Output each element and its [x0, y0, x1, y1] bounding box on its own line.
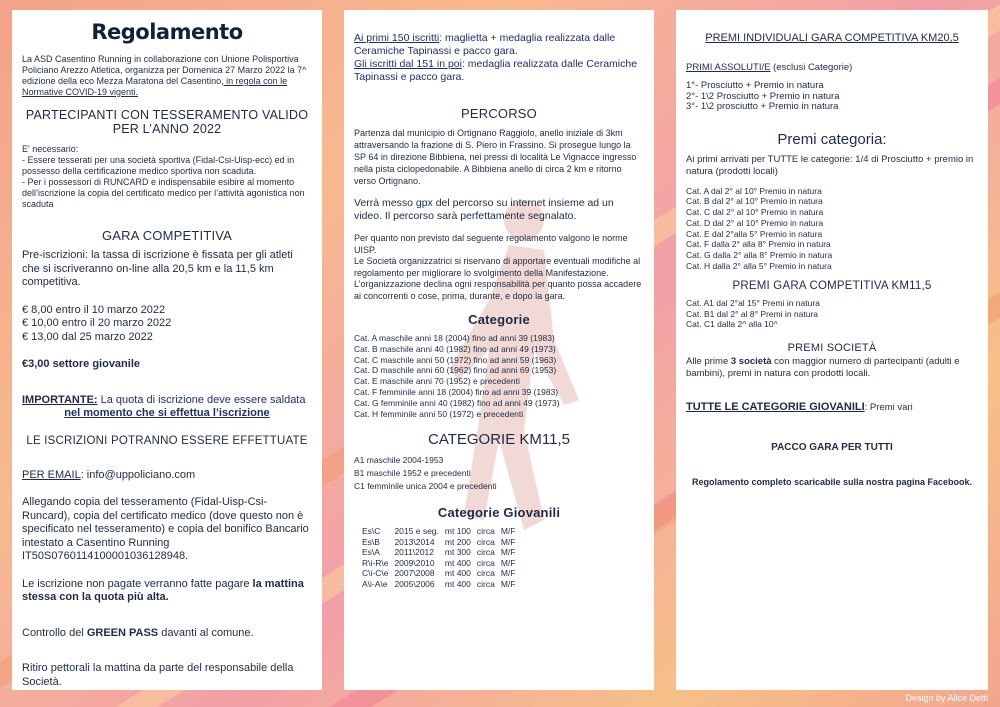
importante-text-b: nel momento che si effettua l’iscrizione — [64, 407, 270, 419]
list-item: Cat. A dal 2° al 10° Premio in natura — [686, 185, 822, 196]
left-panel — [12, 10, 322, 690]
list-item: Cat. G dalla 2° alla 8° Premio in natura — [686, 250, 833, 261]
table-row: C\i-C\e 2007\2008 mt 400 circa M/F — [362, 568, 516, 579]
price-2: € 10,00 entro il 20 marzo 2022 — [22, 317, 172, 329]
list-item: Cat. F dalla 2° alla 8° Premio in natura — [686, 239, 831, 250]
importante-text-a: La quota di iscrizione deve essere saldata — [97, 393, 306, 406]
table-row: Es\A 2011\2012 mt 300 circa M/F — [362, 547, 516, 558]
premi-150-text: : maglietta + medaglia realizzata dalle Ceramiche Tapinassi e pacco gara. — [354, 32, 616, 57]
iscritti-151-text: : medaglia realizzata dalle Ceramiche Tapinassi e pacco gara. — [354, 58, 638, 83]
right-panel — [676, 10, 988, 690]
list-item: Cat. H femminile anni 50 (1972) e precedenti — [354, 408, 524, 419]
percorso-heading: PERCORSO — [460, 106, 537, 121]
premi-societa-b: 3 società — [730, 356, 772, 368]
necessario-label: E' necessario: — [22, 144, 79, 154]
giovanili-premi-line — [686, 401, 978, 414]
email-value[interactable]: : info@uppoliciano.com — [80, 468, 196, 481]
categorie-km11-list — [354, 454, 644, 493]
list-item: Cat. C dal 2° al 10° Premio in natura — [686, 207, 824, 218]
categorie-km11-heading: CATEGORIE KM11,5 — [428, 431, 570, 449]
list-item: Cat. A1 dal 2°al 15° Premi in natura — [686, 297, 820, 308]
list-item: Cat. E dal 2°alla 5° Premio in natura — [686, 228, 823, 239]
premi-categoria-list — [686, 186, 978, 272]
list-item: Cat. B dal 2° al 10° Premio in natura — [686, 196, 823, 207]
list-item: Cat. C maschile anni 50 (1972) fino ad anni 59 (1963) — [354, 354, 557, 365]
list-item: C1 femminile unica 2004 e precedenti — [354, 481, 497, 492]
non-pagate-a: Le iscrizione non pagate verranno fatte pagare — [22, 577, 253, 590]
list-item: Cat. D dal 2° al 10° Premio in natura — [686, 217, 824, 228]
assoluti-note: (esclusi Categorie) — [770, 62, 853, 73]
premi-societa-a: Alle prime — [686, 356, 731, 368]
premi-categoria-intro: Ai primi arrivati per TUTTE le categorie: 1/4 di Prosciutto + premio in natura (prodotti locali) — [686, 153, 974, 177]
list-item: Cat. E maschile anni 70 (1952) e precedenti — [354, 376, 520, 387]
list-item: Cat. G femminile anni 40 (1982) fino ad anni 49 (1973) — [354, 397, 560, 408]
premi-societa-text — [686, 356, 978, 379]
design-credit: Design by Alice Detti — [905, 693, 988, 703]
iscrizioni-heading: LE ISCRIZIONI POTRANNO ESSERE EFFETTUATE — [26, 434, 308, 447]
giovanili-premi-label: TUTTE LE CATEGORIE GIOVANILI — [686, 401, 865, 414]
giovanili-premi-text: : Premi vari — [864, 402, 913, 414]
percorso-text: Partenza dal municipio di Ortignano Raggiolo, anello iniziale di 3km attraversando la frazione di S. Piero in Frassino. Si prosegue lungo la SP 64 in direzione Bibbiena, nei pressi di località Le Vignacce ingresso nella pista ciclopedonabile. A Bibbiena anello di circa 2 km e ritorno verso Ortignano. — [354, 128, 637, 186]
email-label: PER EMAIL — [22, 468, 81, 481]
allegando-text: Allegando copia del tesseramento (Fidal-Uisp-Csi-Runcard), copia del certificato medico (dove questo non è specificato nel tesseramento) e copia del bonifico Bancario intestato a Casentino Running IT50S0760114100001036128948. — [22, 496, 309, 562]
table-row: R\i-R\e 2009\2010 mt 400 circa M/F — [362, 557, 516, 568]
non-pagate-b: la mattina stessa con la quota più alta. — [22, 577, 304, 603]
green-pass-a: Controllo del — [22, 626, 87, 639]
gara-competitiva-heading: GARA COMPETITIVA — [101, 228, 233, 243]
categorie-giovanili-heading: Categorie Giovanili — [437, 505, 561, 521]
table-row: A\i-A\e 2005\2006 mt 400 circa M/F — [362, 578, 516, 589]
list-item: Cat. F femminile anni 18 (2004) fino ad anni 39 (1983) — [354, 386, 559, 397]
premi-societa-c: con maggior numero di partecipanti (adulti e bambini), premi in natura con prodotti locali. — [686, 356, 960, 379]
gpx-text: Verrà messo gpx del percorso su internet insieme ad un video. Il percorso sarà perfettamente segnalato. — [354, 197, 614, 222]
list-item: A1 maschile 2004-1953 — [354, 455, 444, 466]
partecipanti-heading: PARTECIPANTI CON TESSERAMENTO VALIDO PER L’ANNO 2022 — [25, 108, 309, 136]
categorie-heading: Categorie — [468, 312, 530, 327]
list-item: 1°- Prosciutto + Premio in natura — [686, 80, 824, 91]
green-pass-label: GREEN PASS — [86, 626, 159, 639]
intro-text-a: La ASD Casentino Running in collaborazione con Unione Polisportiva Policiano Arezzo Atletica, organizza per Domenica 27 Marzo 2022 la 7^ edizione della eco Mezza Maratona del Casentino, — [22, 54, 307, 86]
ritiro-text: Ritiro pettorali la mattina da parte del responsabile della Società. — [22, 662, 294, 688]
intro-text — [22, 54, 312, 98]
green-pass-line — [22, 627, 312, 641]
premi-km11-list — [686, 298, 978, 330]
list-item: Cat. D maschile anni 60 (1962) fino ad anni 69 (1953) — [354, 365, 557, 376]
iscritti-151 — [354, 58, 644, 84]
premi-150-label: Ai primi 150 iscritti — [354, 32, 440, 44]
giovanili-table — [362, 526, 521, 589]
table-row: Es\B 2013\2014 mt 200 circa M/F — [362, 536, 516, 547]
green-pass-c: davanti al comune. — [158, 626, 254, 639]
premi-150 — [354, 32, 644, 58]
middle-panel — [344, 10, 654, 690]
categorie-list — [354, 333, 644, 419]
price-3: € 13,00 dal 25 marzo 2022 — [22, 330, 153, 343]
page-title: Regolamento — [91, 20, 243, 44]
assoluti-list — [686, 81, 978, 113]
regolamento-facebook-text: Regolamento completo scaricabile sulla nostra pagina Facebook. — [691, 477, 973, 488]
list-item: 2°- 1\2 Prosciutto + Premio in natura — [686, 90, 840, 102]
gara-text: Pre-iscrizioni: la tassa di iscrizione è fissata per gli atleti che si iscriveranno on-line alla 20,5 km e la 11,5 km competitiva. — [22, 249, 293, 288]
price-giovanile: €3,00 settore giovanile — [22, 358, 140, 370]
table-row: Es\C 2015 e seg. mt 100 circa M/F — [362, 526, 516, 537]
price-1: € 8,00 entro il 10 marzo 2022 — [22, 303, 166, 316]
list-item: Cat. C1 dalla 2^ alla 10^ — [686, 319, 778, 330]
regolamento-text: Per quanto non previsto dal seguente regolamento valgono le norme UISP. Le Società organizzatrici si riservano di apportare eventuali modifiche al regolamento per migliorare lo svolgimento della Manifestazione. L’organizzazione declina ogni responsabilità per quanto possa accadere ai concorrenti o cose, prima, durante, e dopo la gara. — [354, 233, 642, 301]
premi-categoria-heading: Premi categoria: — [777, 130, 887, 148]
requirement-1: - Essere tesserati per una società sportiva (Fidal-Csi-Uisp-ecc) ed in possesso della certificazione medico sportiva non scaduta. — [22, 155, 295, 176]
assoluti-label: PRIMI ASSOLUTI/E — [686, 62, 771, 73]
assoluti-line — [686, 62, 978, 73]
intro-text-b: in regola con le Normative COVID-19 vigenti. — [22, 76, 288, 97]
premi-individuali-heading: PREMI INDIVIDUALI GARA COMPETITIVA KM20,5 — [705, 32, 959, 44]
premi-km11-heading: PREMI GARA COMPETITIVA KM11,5 — [732, 279, 932, 292]
non-pagate-text — [22, 578, 312, 605]
premi-societa-heading: PREMI SOCIETÀ — [787, 342, 877, 355]
list-item: Cat. B maschile anni 40 (1982) fino ad anni 49 (1973) — [354, 343, 556, 354]
email-line — [22, 469, 312, 483]
iscritti-151-label: Gli iscritti dal 151 in poi — [354, 58, 462, 70]
importante-label: IMPORTANTE: — [22, 393, 98, 406]
importante-note — [22, 394, 312, 421]
requirement-2: - Per i possessori di RUNCARD e indispensabile esibire al momento dell’iscrizione la copia del certificato medico per l’attività agonistica non scaduta — [22, 177, 305, 209]
pacco-gara-text: PACCO GARA PER TUTTI — [771, 442, 893, 454]
list-item: B1 maschile 1952 e precedenti — [354, 468, 471, 479]
list-item: 3°- 1\2 prosciutto + Premio in natura — [686, 101, 839, 112]
list-item: Cat. H dalla 2° alla 5° Premio in natura — [686, 261, 832, 272]
list-item: Cat. B1 dal 2° al 8° Premi in natura — [686, 308, 819, 319]
list-item: Cat. A maschile anni 18 (2004) fino ad anni 39 (1983) — [354, 333, 555, 343]
